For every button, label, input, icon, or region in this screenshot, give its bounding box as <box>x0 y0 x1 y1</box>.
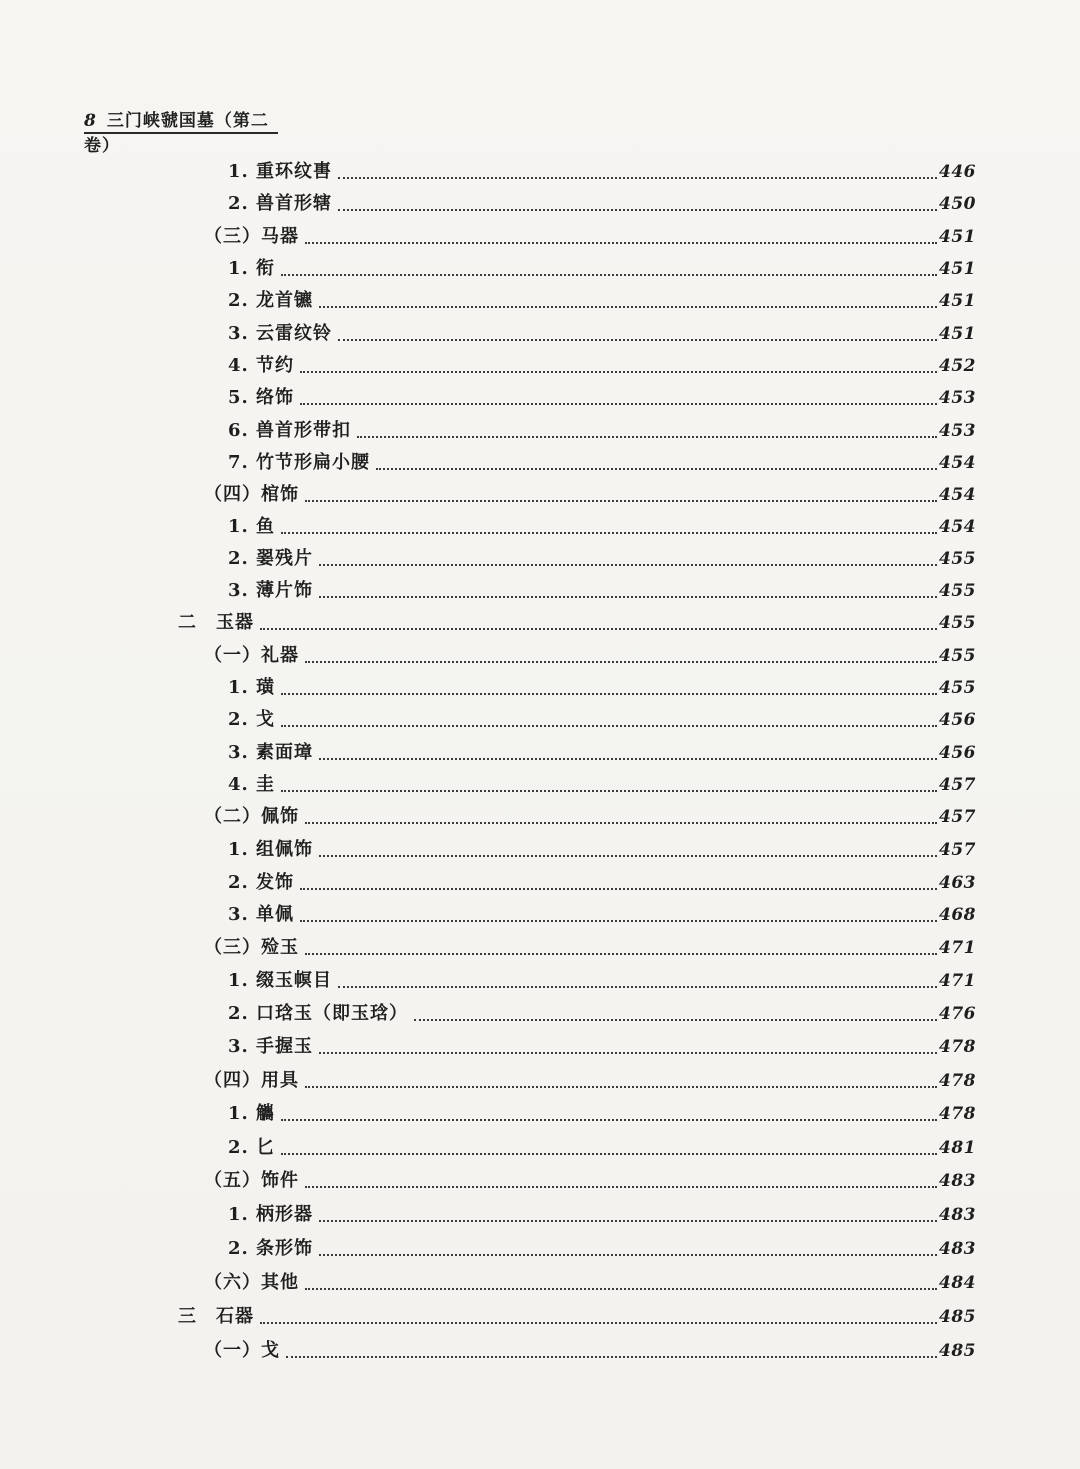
toc-entry-page: 485 <box>939 1341 976 1361</box>
toc-entry <box>228 574 976 602</box>
toc-entry-label: 二 玉器 <box>178 612 254 633</box>
toc-entry-page: 483 <box>939 1205 976 1225</box>
toc-entry <box>228 284 976 312</box>
dot-leader <box>305 499 937 502</box>
toc-entry <box>228 1131 976 1159</box>
toc-entry-label: 1. 组佩饰 <box>228 839 314 860</box>
toc-entry-page: 455 <box>939 549 976 569</box>
toc-entry <box>228 1232 976 1260</box>
toc-entry-page: 478 <box>939 1037 976 1057</box>
toc-entry-page: 485 <box>939 1307 976 1327</box>
toc-entry-label: 7. 竹节形扁小腰 <box>228 452 371 473</box>
toc-entry <box>228 252 976 280</box>
toc-entry-label: （五）饰件 <box>204 1170 299 1191</box>
toc-entry-page: 478 <box>939 1104 976 1124</box>
dot-leader <box>414 1018 937 1021</box>
toc-entry-label: 3. 素面璋 <box>228 742 314 763</box>
toc-entry-page: 456 <box>939 710 976 730</box>
toc-entry <box>228 510 976 538</box>
toc-entry-page: 454 <box>939 517 976 537</box>
toc-entry-page: 456 <box>939 743 976 763</box>
dot-leader <box>260 627 937 630</box>
toc-entry-page: 453 <box>939 421 976 441</box>
toc-entry <box>228 833 976 861</box>
toc-entry <box>204 220 976 248</box>
dot-leader <box>281 692 937 695</box>
dot-leader <box>319 1219 937 1222</box>
toc-entry-label: 1. 缀玉幎目 <box>228 970 333 991</box>
dot-leader <box>376 467 937 470</box>
toc-entry-page: 481 <box>939 1138 976 1158</box>
toc-entry <box>228 1097 976 1125</box>
toc-entry-label: （三）殓玉 <box>204 937 299 958</box>
toc-entry-label: 1. 衔 <box>228 258 276 279</box>
book-title: 三门峡虢国墓（第二卷） <box>84 111 269 156</box>
toc-entry <box>228 997 976 1025</box>
dot-leader <box>305 660 937 663</box>
toc-entry-page: 451 <box>939 324 976 344</box>
toc-entry-label: 1. 柄形器 <box>228 1204 314 1225</box>
toc-entry-label: 3. 薄片饰 <box>228 580 314 601</box>
toc-entry-label: （四）棺饰 <box>204 484 299 505</box>
toc-entry-page: 471 <box>939 938 976 958</box>
toc-entry-page: 453 <box>939 388 976 408</box>
toc-entry <box>228 866 976 894</box>
dot-leader <box>281 531 937 534</box>
toc-entry <box>228 317 976 345</box>
dot-leader <box>338 338 937 341</box>
toc-entry-page: 455 <box>939 678 976 698</box>
toc-entry-label: 4. 圭 <box>228 774 276 795</box>
toc-entry-page: 455 <box>939 613 976 633</box>
toc-entry-page: 451 <box>939 291 976 311</box>
dot-leader <box>281 1118 937 1121</box>
toc-entry <box>228 736 976 764</box>
toc-entry-label: （四）用具 <box>204 1070 299 1091</box>
toc-entry-page: 452 <box>939 356 976 376</box>
toc-entry-page: 463 <box>939 873 976 893</box>
toc-entry-page: 457 <box>939 807 976 827</box>
dot-leader <box>281 273 937 276</box>
dot-leader <box>305 1085 937 1088</box>
toc-entry-label: 5. 络饰 <box>228 387 295 408</box>
toc-entry <box>178 1300 976 1328</box>
toc-entry <box>178 606 976 634</box>
toc-entry-page: 451 <box>939 259 976 279</box>
toc-entry-label: 4. 节约 <box>228 355 295 376</box>
dot-leader <box>338 208 937 211</box>
toc-entry <box>228 542 976 570</box>
toc-entry <box>228 1198 976 1226</box>
toc-entry-page: 468 <box>939 905 976 925</box>
toc-entry-page: 483 <box>939 1171 976 1191</box>
toc-entry-label: 3. 手握玉 <box>228 1036 314 1057</box>
toc-entry <box>228 414 976 442</box>
dot-leader <box>305 241 937 244</box>
toc-entry-label: （三）马器 <box>204 226 299 247</box>
dot-leader <box>305 1185 937 1188</box>
toc-entry-label: 2. 兽首形辖 <box>228 193 333 214</box>
toc-entry-page: 457 <box>939 840 976 860</box>
dot-leader <box>260 1321 937 1324</box>
dot-leader <box>305 952 937 955</box>
toc-entry <box>204 931 976 959</box>
toc-entry-page: 483 <box>939 1239 976 1259</box>
toc-entry-label: 2. 条形饰 <box>228 1238 314 1259</box>
dot-leader <box>319 1051 937 1054</box>
toc-entry-label: 1. 鱼 <box>228 516 276 537</box>
dot-leader <box>319 563 937 566</box>
dot-leader <box>319 757 937 760</box>
toc-entry-label: （二）佩饰 <box>204 806 299 827</box>
toc-entry <box>228 187 976 215</box>
dot-leader <box>300 919 937 922</box>
toc-entry-page: 478 <box>939 1071 976 1091</box>
dot-leader <box>338 176 937 179</box>
toc-entry-label: 6. 兽首形带扣 <box>228 420 352 441</box>
toc-entry-label: 2. 翣残片 <box>228 548 314 569</box>
toc-entry-label: 2. 发饰 <box>228 872 295 893</box>
toc-entry-label: 1. 璜 <box>228 677 276 698</box>
toc-entry-page: 454 <box>939 453 976 473</box>
toc-entry-label: 3. 云雷纹铃 <box>228 323 333 344</box>
toc-entry <box>228 898 976 926</box>
dot-leader <box>319 1253 937 1256</box>
toc-entry-label: 2. 龙首镳 <box>228 290 314 311</box>
toc-entry <box>228 964 976 992</box>
toc-entry-label: 2. 戈 <box>228 709 276 730</box>
toc-entry-page: 457 <box>939 775 976 795</box>
toc-entry <box>228 671 976 699</box>
toc-entry-label: 三 石器 <box>178 1306 254 1327</box>
toc-entry-page: 455 <box>939 646 976 666</box>
toc-entry <box>204 800 976 828</box>
toc-entry <box>204 1266 976 1294</box>
toc-entry-label: 1. 重环纹軎 <box>228 161 333 182</box>
dot-leader <box>281 724 937 727</box>
toc-entry <box>228 381 976 409</box>
toc-entry <box>228 703 976 731</box>
toc-entry-page: 446 <box>939 162 976 182</box>
toc-entry <box>228 1030 976 1058</box>
toc-entry-page: 450 <box>939 194 976 214</box>
toc-entry <box>228 768 976 796</box>
toc-entry-page: 455 <box>939 581 976 601</box>
page-number: 8 <box>84 111 97 131</box>
toc-entry-label: （六）其他 <box>204 1272 299 1293</box>
toc-entry <box>228 349 976 377</box>
toc-entry <box>228 155 976 183</box>
toc-entry <box>204 1334 976 1362</box>
toc-entry <box>204 1164 976 1192</box>
toc-entry-label: 2. 口琀玉（即玉琀） <box>228 1003 409 1024</box>
dot-leader <box>300 887 937 890</box>
toc-entry-label: 2. 匕 <box>228 1137 276 1158</box>
toc-entry-page: 484 <box>939 1273 976 1293</box>
dot-leader <box>305 821 937 824</box>
toc-entry-label: 1. 觿 <box>228 1103 276 1124</box>
toc-entry-page: 476 <box>939 1004 976 1024</box>
toc-entry-label: （一）戈 <box>204 1340 280 1361</box>
toc-entry <box>204 1064 976 1092</box>
dot-leader <box>319 595 937 598</box>
dot-leader <box>281 789 937 792</box>
toc-entry <box>204 478 976 506</box>
toc-entry-label: （一）礼器 <box>204 645 299 666</box>
toc-entry-page: 454 <box>939 485 976 505</box>
toc-entry-page: 451 <box>939 227 976 247</box>
dot-leader <box>319 854 937 857</box>
dot-leader <box>338 985 937 988</box>
toc-entry-page: 471 <box>939 971 976 991</box>
toc-entry-label: 3. 单佩 <box>228 904 295 925</box>
dot-leader <box>319 305 937 308</box>
toc-entry <box>228 446 976 474</box>
dot-leader <box>305 1287 937 1290</box>
toc-entry <box>204 639 976 667</box>
dot-leader <box>286 1355 937 1358</box>
dot-leader <box>357 435 937 438</box>
dot-leader <box>300 402 937 405</box>
dot-leader <box>300 370 937 373</box>
dot-leader <box>281 1152 937 1155</box>
